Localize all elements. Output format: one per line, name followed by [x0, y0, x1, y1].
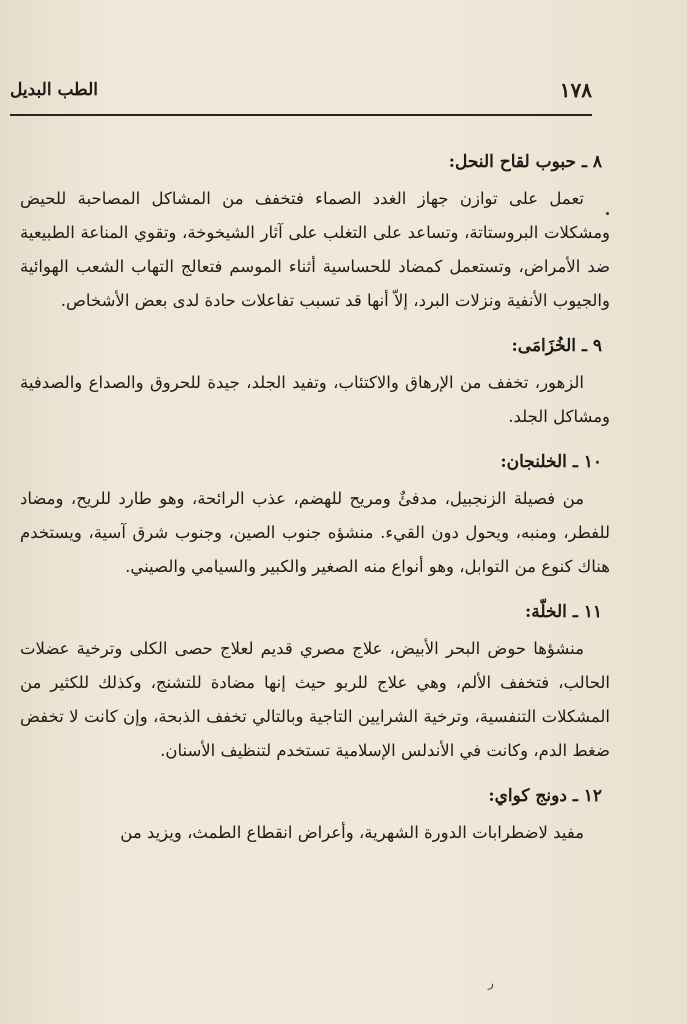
section-body: مفيد لاضطرابات الدورة الشهرية، وأعراض انقطاع الطمث، ويزيد من: [120, 823, 584, 842]
section-khella: [20, 598, 610, 768]
section-bee-pollen: [20, 148, 610, 318]
section-heading: ١٢ ـ دونج كواي:: [488, 786, 602, 806]
section-dong-quai: [20, 782, 610, 850]
page-number: ١٧٨: [559, 78, 592, 102]
page-content: [20, 148, 610, 864]
section-heading: ٨ ـ حبوب لقاح النحل:: [448, 152, 602, 172]
section-body: من فصيلة الزنجبيل، مدفئٌ ومريح للهضم، عذب الرائحة، وهو طارد للريح، ومضاد للفطر، ومنبه، ويحول دون القيء. منشؤه جنوب الصين، وجنوب شرق آسية، ويستخدم هناك كنوع من التوابل، وهو أنواع منه الصغير والكبير والسيامي والصيني.: [20, 489, 610, 576]
page-header: [10, 72, 592, 116]
section-galangal: [20, 448, 610, 584]
section-body: تعمل على توازن جهاز الغدد الصماء فتخفف من المشاكل المصاحبة للحيض ومشكلات البروستاتة، وتساعد على التغلب على آثار الشيخوخة، وتقوي المناعة الطبيعية ضد الأمراض، وتستعمل كمضاد للحساسية أثناء الموسم فتعالج التهاب الشعب الهوائية والجيوب الأنفية ونزلات البرد، إلاّ أنها قد تسبب تفاعلات حادة لدى بعض الأشخاص.: [20, 189, 610, 310]
footer-mark: ر: [488, 976, 494, 990]
header-divider: [10, 114, 592, 116]
running-title: الطب البديل: [10, 80, 99, 100]
section-body: منشؤها حوض البحر الأبيض، علاج مصري قديم لعلاج حصى الكلى وترخية عضلات الحالب، فتخفف الألم، وهي علاج للربو حيث إنها مضادة للتشنج، وكذلك للكثير من المشكلات التنفسية، وترخية الشرايين التاجية وبالتالي تخفف الذبحة، وإن كانت لا تخفض ضغط الدم، وكانت في الأندلس الإسلامية تستخدم لتنظيف الأسنان.: [20, 639, 610, 760]
section-heading: ٩ ـ الخُزَامَى:: [511, 336, 602, 356]
section-heading: ١١ ـ الخلّة:: [525, 602, 602, 622]
section-lavender: [20, 332, 610, 434]
section-heading: ١٠ ـ الخلنجان:: [500, 452, 602, 472]
section-body: الزهور، تخفف من الإرهاق والاكتئاب، وتفيد الجلد، جيدة للحروق والصداع والصدفية ومشاكل الجلد.: [20, 373, 610, 426]
